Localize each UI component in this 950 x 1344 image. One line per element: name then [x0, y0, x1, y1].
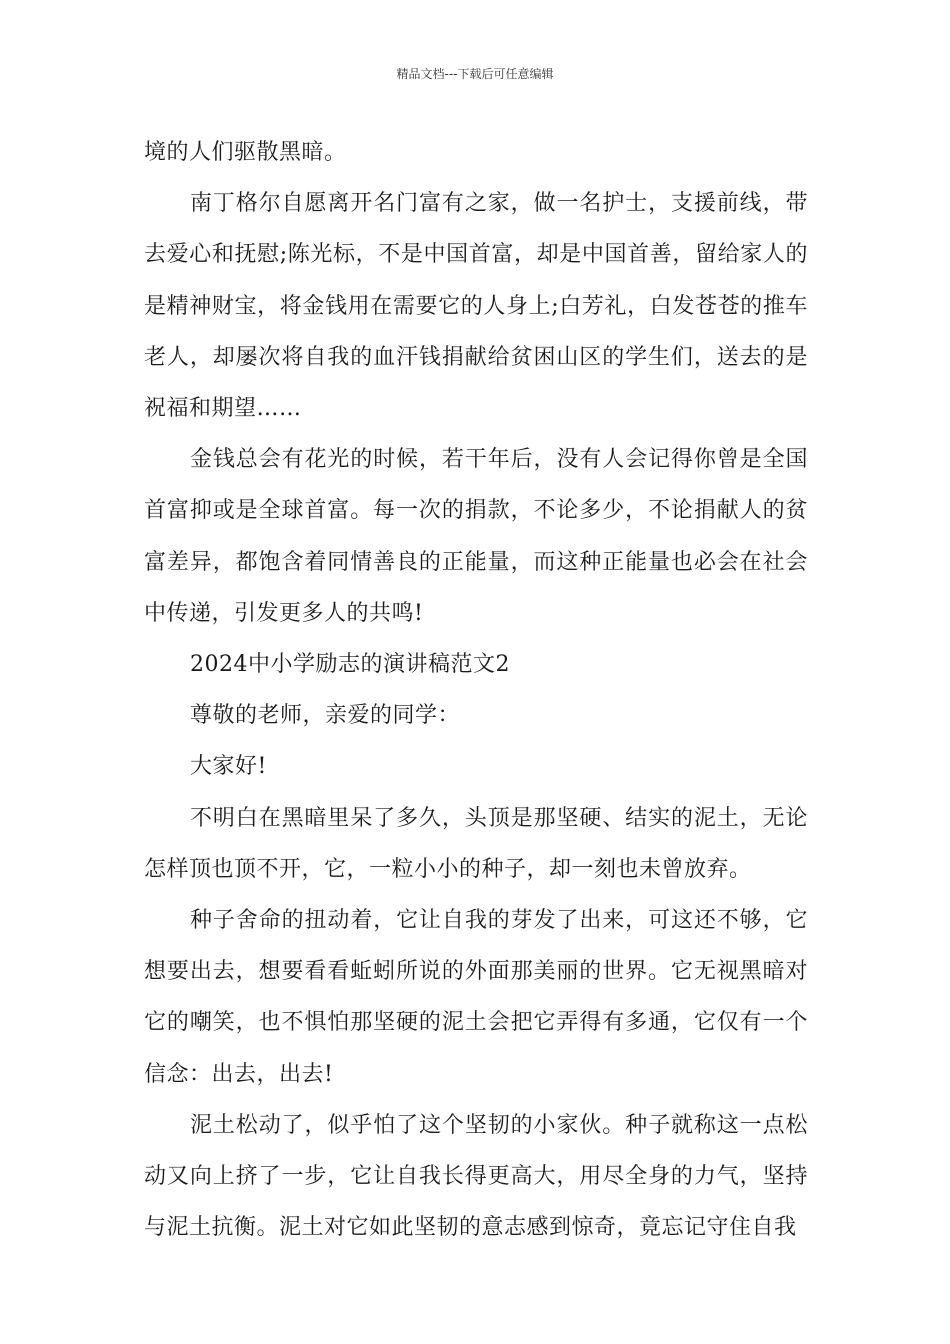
page-header: 精品文档---下载后可任意编辑	[396, 67, 554, 81]
paragraph: 泥土松动了，似乎怕了这个坚韧的小家伙。种子就称这一点松动又向上挤了一步，它让自我长得更高大，用尽全身的力气，坚持与泥土抗衡。泥土对它如此坚韧的意志感到惊奇，竟忘记守住自我	[144, 1112, 808, 1241]
document-body	[144, 127, 808, 1253]
section-title: 2024中小学励志的演讲稿范文2	[190, 652, 510, 678]
paragraph: 种子舍命的扭动着，它让自我的芽发了出来，可这还不够，它想要出去，想要看看蚯蚓所说的外面那美丽的世界。它无视黑暗对它的嘲笑，也不惧怕那坚硬的泥土会把它弄得有多通，它仅有一个信念：出去，出去!	[144, 908, 808, 1087]
greeting: 大家好!	[190, 754, 267, 780]
paragraph: 境的人们驱散黑暗。	[144, 140, 347, 165]
salutation: 尊敬的老师，亲爱的同学：	[190, 703, 461, 729]
paragraph: 南丁格尔自愿离开名门富有之家，做一名护士，支援前线，带去爱心和抚慰;陈光标，不是中国首富，却是中国首善，留给家人的是精神财宝，将金钱用在需要它的人身上;白芳礼，白发苍苍的推车老人，却屡次将自我的血汗钱捐献给贫困山区的学生们，送去的是祝福和期望……	[144, 191, 808, 422]
paragraph: 不明白在黑暗里呆了多久，头顶是那坚硬、结实的泥土，无论怎样顶也顶不开，它，一粒小小的种子，却一刻也未曾放弃。	[144, 805, 808, 882]
paragraph: 金钱总会有花光的时候，若干年后，没有人会记得你曾是全国首富抑或是全球首富。每一次的捐款，不论多少，不论捐献人的贫富差异，都饱含着同情善良的正能量，而这种正能量也必会在社会中传递，引发更多人的共鸣!	[144, 447, 808, 626]
